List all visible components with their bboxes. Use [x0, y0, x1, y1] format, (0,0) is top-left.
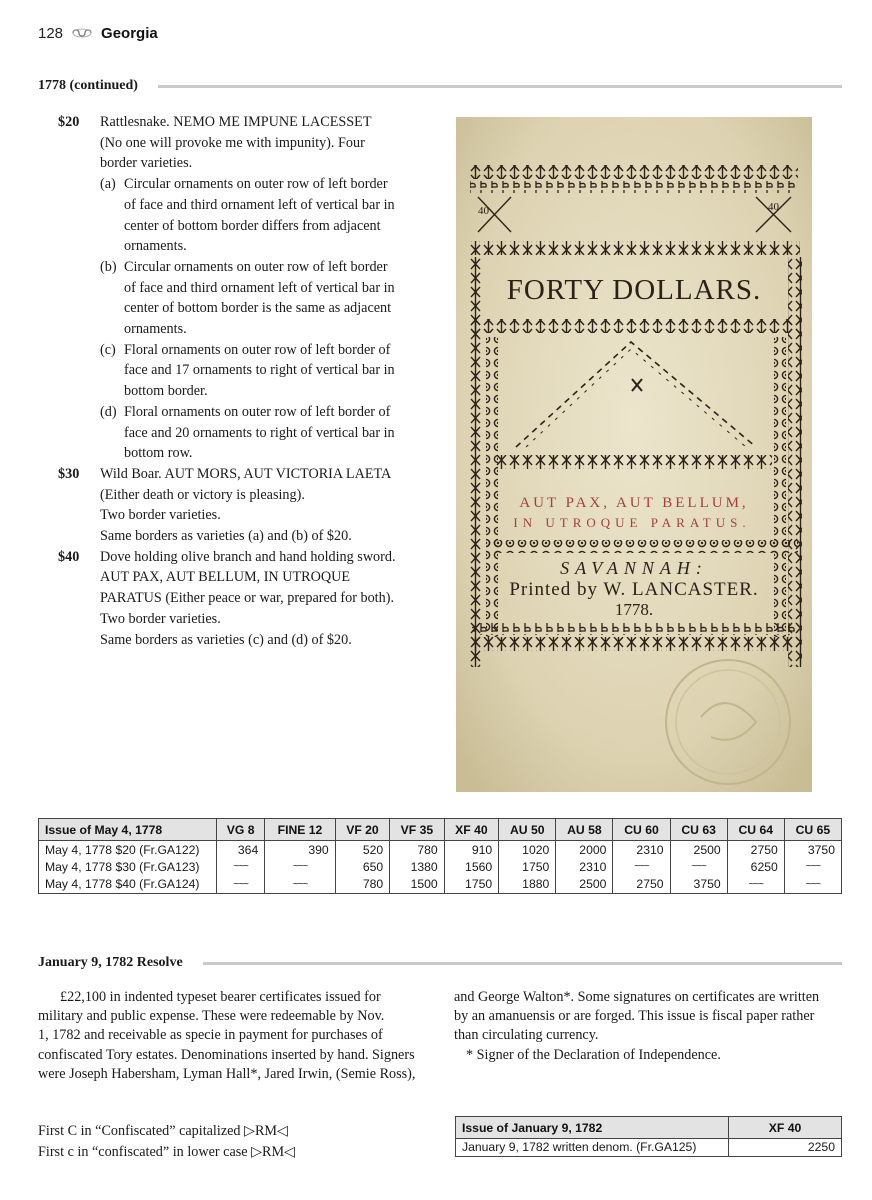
table-cell: ~~~: [784, 858, 841, 876]
column-header: Issue of May 4, 1778: [39, 819, 217, 841]
denomination-amount: $20: [58, 114, 80, 130]
column-header: AU 50: [499, 819, 556, 841]
table-cell: 1880: [499, 876, 556, 894]
table-header-row: [39, 819, 842, 841]
description-line: Rattlesnake. NEMO ME IMPUNE LACESSET: [100, 114, 372, 130]
variety-line: ornaments.: [124, 321, 187, 338]
table-row: [456, 1139, 842, 1157]
table-cell: 1560: [444, 858, 498, 876]
variety-line: face and 17 ornaments to right of vertical bar in: [124, 362, 395, 379]
running-header-title: Georgia: [101, 24, 158, 42]
table-cell: 780: [390, 841, 444, 859]
table-cell: 2310: [613, 841, 670, 859]
table-cell: 2750: [613, 876, 670, 894]
variety-line: bottom row.: [124, 445, 193, 462]
table-cell: ~~~: [613, 858, 670, 876]
table-cell: ~~~: [265, 858, 335, 876]
body-line: and George Walton*. Some signatures on certificates are written: [454, 989, 820, 1005]
description-line: PARATUS (Either peace or war, prepared for both).: [100, 590, 394, 607]
forty-dollar-note: [456, 117, 812, 792]
table-cell: January 9, 1782 written denom. (Fr.GA125): [456, 1139, 729, 1157]
table-cell: 520: [335, 841, 389, 859]
section-heading-1778: [38, 78, 842, 94]
table-cell: 2500: [556, 876, 613, 894]
column-header: VG 8: [217, 819, 265, 841]
variety-list-1782: [38, 1121, 295, 1163]
variety-line: Floral ornaments on outer row of left border of: [124, 341, 391, 358]
table-cell: 1020: [499, 841, 556, 859]
border-variety: [100, 402, 430, 464]
table-cell: 2310: [556, 858, 613, 876]
price-table-1782: [455, 1116, 842, 1157]
note-year: 1778.: [614, 600, 654, 619]
table-row: [39, 858, 842, 876]
table-row: [39, 841, 842, 859]
denomination-list: [58, 112, 430, 650]
column-header: CU 60: [613, 819, 670, 841]
variety-line: center of bottom border is the same as adjacent: [124, 300, 392, 317]
variety-line: Circular ornaments on outer row of left border: [124, 258, 388, 275]
variety-letter: (d): [100, 403, 117, 420]
denomination-entry: [58, 547, 430, 651]
body-line: 1, 1782 and receivable as specie in payment for purchases of: [38, 1027, 383, 1044]
variety-line: First c in “confiscated” in lower case ▷RM◁: [38, 1144, 296, 1160]
body-line: by an amanuensis or are forged. This issue is fiscal paper rather: [454, 1008, 815, 1025]
table-cell: ~~~: [217, 876, 265, 894]
table-cell: ~~~: [265, 876, 335, 894]
column-header: VF 20: [335, 819, 389, 841]
table-cell: 364: [217, 841, 265, 859]
table-cell: 780: [335, 876, 389, 894]
note-motto-line-2: IN UTROQUE PARATUS.: [513, 515, 751, 530]
column-header: VF 35: [390, 819, 444, 841]
table-cell: 650: [335, 858, 389, 876]
table-header-row: [456, 1117, 842, 1139]
table-cell: 1500: [390, 876, 444, 894]
table-cell: 2500: [670, 841, 727, 859]
table-cell: 910: [444, 841, 498, 859]
note-printer: Printed by W. LANCASTER.: [509, 579, 759, 600]
table-cell: ~~~: [670, 858, 727, 876]
ornament-border: [470, 181, 796, 193]
decorative-scroll-icon: [71, 27, 93, 39]
table-cell: ~~~: [727, 876, 784, 894]
variety-line: of face and third ornament left of vertical bar in: [124, 196, 395, 213]
description-line: Dove holding olive branch and hand holding sword.: [100, 548, 396, 565]
section-title: January 9, 1782 Resolve: [38, 955, 183, 970]
denomination-amount: $30: [58, 465, 80, 482]
heading-rule: [203, 962, 842, 965]
description-line: (Either death or victory is pleasing).: [100, 486, 305, 503]
border-variety: [100, 174, 430, 257]
description-line: AUT PAX, AUT BELLUM, IN UTROQUE: [100, 569, 350, 586]
table-cell: 390: [265, 841, 335, 859]
variety-line: Circular ornaments on outer row of left border: [124, 176, 388, 193]
description-line: Two border varieties.: [100, 610, 221, 627]
description-line: (No one will provoke me with impunity). Four: [100, 134, 365, 151]
table-cell: ~~~: [217, 858, 265, 876]
heading-rule: [158, 85, 842, 88]
column-header: CU 65: [784, 819, 841, 841]
corner-value-right: 40: [768, 201, 779, 213]
variety-line: center of bottom border differs from adjacent: [124, 217, 381, 234]
table-cell: 2250: [729, 1139, 842, 1157]
variety-line: of face and third ornament left of vertical bar in: [124, 279, 395, 296]
table-cell: 2750: [727, 841, 784, 859]
column-header: Issue of January 9, 1782: [456, 1117, 729, 1139]
table-cell: May 4, 1778 $20 (Fr.GA122): [39, 841, 217, 859]
body-line: £22,100 in indented typeset bearer certificates issued for: [60, 989, 381, 1005]
description-line: border varieties.: [100, 155, 193, 172]
variety-line: face and 20 ornaments to right of vertical bar in: [124, 424, 395, 441]
column-header: FINE 12: [265, 819, 335, 841]
body-line: military and public expense. These were redeemable by Nov.: [38, 1008, 385, 1025]
column-header: XF 40: [444, 819, 498, 841]
note-motto-line-1: AUT PAX, AUT BELLUM,: [519, 495, 749, 511]
denomination-amount: $40: [58, 548, 80, 565]
table-cell: May 4, 1778 $30 (Fr.GA123): [39, 858, 217, 876]
variety-line: ornaments.: [124, 238, 187, 255]
page-number: 128: [38, 24, 64, 42]
table-cell: May 4, 1778 $40 (Fr.GA124): [39, 876, 217, 894]
table-row: [39, 876, 842, 894]
body-line: were Joseph Habersham, Lyman Hall*, Jared Irwin, (Semie Ross),: [38, 1065, 416, 1082]
border-variety: [100, 340, 430, 402]
table-cell: 2000: [556, 841, 613, 859]
body-line: confiscated Tory estates. Denominations inserted by hand. Signers: [38, 1046, 415, 1063]
description-line: Two border varieties.: [100, 507, 221, 524]
section-heading-1782: [38, 955, 842, 971]
body-text-left-column: [38, 988, 428, 1084]
note-denomination: FORTY DOLLARS.: [506, 274, 762, 306]
table-cell: 1750: [444, 876, 498, 894]
table-cell: 3750: [670, 876, 727, 894]
description-line: Same borders as varieties (c) and (d) of $20.: [100, 631, 352, 648]
body-line: than circulating currency.: [454, 1027, 599, 1044]
table-cell: ~~~: [784, 876, 841, 894]
table-cell: 3750: [784, 841, 841, 859]
column-header: XF 40: [729, 1117, 842, 1139]
description-line: Wild Boar. AUT MORS, AUT VICTORIA LAETA: [100, 465, 392, 482]
section-title: 1778 (continued): [38, 78, 138, 93]
variety-letter: (b): [100, 258, 117, 275]
corner-value-left: 40: [478, 205, 489, 217]
ornament-border: [468, 165, 798, 179]
footnote: * Signer of the Declaration of Independence.: [466, 1046, 721, 1063]
border-variety: [100, 257, 430, 340]
description-line: Same borders as varieties (a) and (b) of $20.: [100, 528, 352, 545]
variety-line: Floral ornaments on outer row of left border of: [124, 403, 391, 420]
variety-letter: (a): [100, 176, 116, 193]
column-header: AU 58: [556, 819, 613, 841]
variety-letter: (c): [100, 341, 116, 358]
table-cell: 6250: [727, 858, 784, 876]
table-cell: 1380: [390, 858, 444, 876]
running-header: [38, 22, 158, 44]
price-table-1778: [38, 818, 842, 894]
denomination-entry: [58, 112, 430, 464]
banknote-image: [456, 117, 812, 792]
table-cell: 1750: [499, 858, 556, 876]
body-text-right-column: [454, 988, 844, 1065]
column-header: CU 64: [727, 819, 784, 841]
denomination-entry: [58, 464, 430, 547]
note-city: SAVANNAH:: [560, 558, 708, 578]
variety-line: First C in “Confiscated” capitalized ▷RM◁: [38, 1123, 288, 1139]
column-header: CU 63: [670, 819, 727, 841]
variety-line: bottom border.: [124, 383, 208, 400]
